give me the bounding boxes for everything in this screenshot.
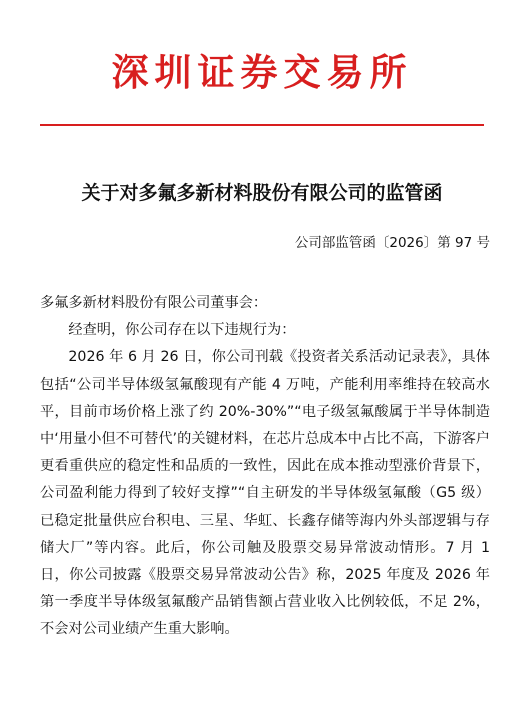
letter-body — [40, 290, 490, 644]
document-title: 关于对多氟多新材料股份有限公司的监管函 — [81, 182, 443, 204]
exchange-name-header: 深圳证券交易所 — [111, 50, 413, 94]
red-divider-line — [40, 124, 484, 126]
salutation: 多氟多新材料股份有限公司董事会： — [40, 295, 268, 311]
document-number: 公司部监管函〔2026〕第 97 号 — [294, 235, 490, 251]
paragraph-violation-detail: 2026 年 6 月 26 日，你公司刊载《投资者关系活动记录表》，具体包括“公司半导体级氢氟酸现有产能 4 万吨，产能利用率维持在较高水平，目前市场价格上涨了约 20%-30%”“电子级氢氟酸属于半导体制造中‘用量小但不可替代’的关键材料，在芯片总成本中占比不高，下游客户更看重供应的稳定性和品质的一致性，因此在成本推动型涨价背景下，公司盈利能力得到了较好支撑”“自主研发的半导体级氢氟酸（G5 级）已稳定批量供应台积电、三星、华虹、长鑫存储等海内外头部逻辑与存储大厂”等内容。此后，你公司触及股票交易异常波动情形。7 月 1 日，你公司披露《股票交易异常波动公告》称，2025 年度及 2026 年第一季度半导体级氢氟酸产品销售额占营业收入比例较低，不足 2%，不会对公司业绩产生重大影响。 — [40, 349, 490, 638]
paragraph-intro: 经查明，你公司存在以下违规行为： — [68, 322, 296, 339]
